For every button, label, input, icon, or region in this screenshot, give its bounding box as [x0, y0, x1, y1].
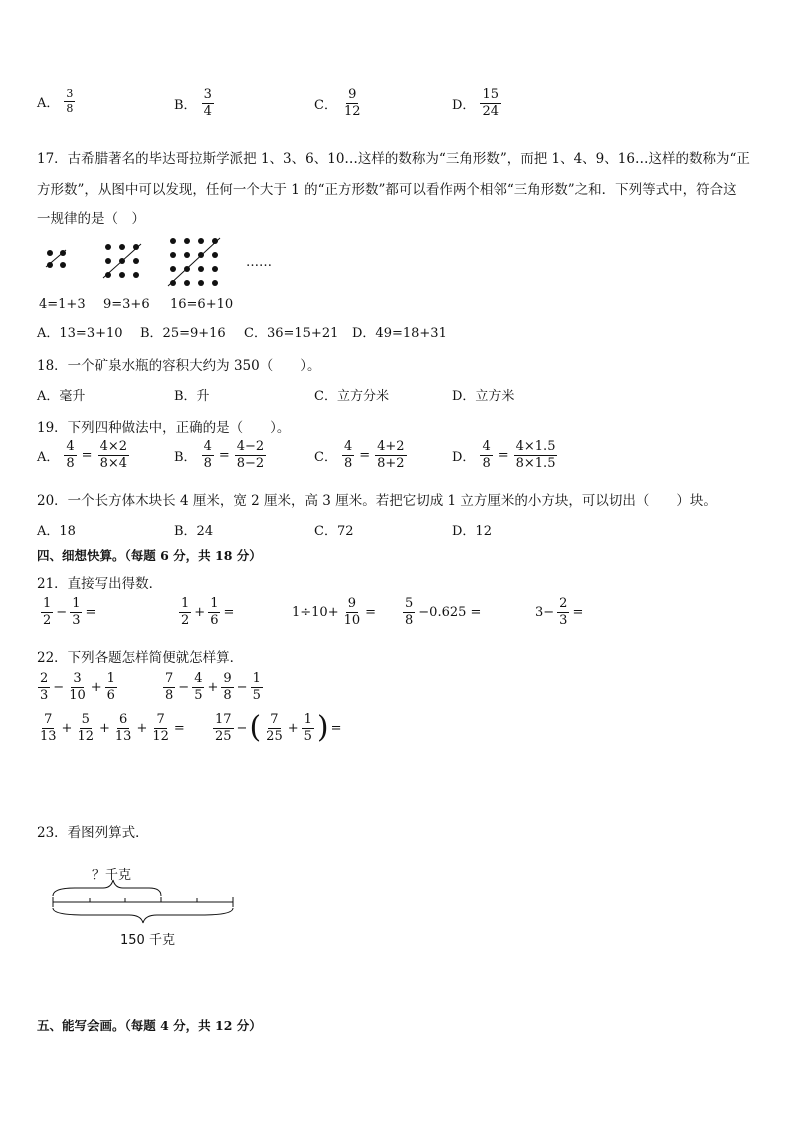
numerator: 1 — [43, 596, 52, 611]
fraction — [113, 713, 134, 743]
left-paren: ( — [249, 710, 262, 746]
denominator: 3 — [72, 612, 81, 628]
numerator: 7 — [156, 712, 165, 727]
q16-option-a[interactable] — [37, 88, 76, 114]
q17-caption-4: 4=1+3 — [39, 297, 86, 312]
denominator: 3 — [40, 687, 49, 703]
q21-expression-5 — [535, 597, 583, 627]
option-label: C． — [314, 449, 337, 465]
equals-sign: = — [81, 447, 93, 463]
numerator: 7 — [165, 671, 174, 686]
numerator: 9 — [347, 596, 357, 611]
dot-figure-4 — [46, 250, 66, 268]
denominator: 6 — [106, 687, 115, 703]
q22-expression-3 — [37, 713, 185, 743]
q20-option-b[interactable]: B．24 — [174, 524, 214, 539]
fraction — [208, 597, 220, 627]
q20-stem: 20．一个长方体木块长 4 厘米，宽 2 厘米，高 3 厘米。若把它切成 1 立方厘米的小方块，可以切出（ ）块。 — [37, 493, 717, 509]
numerator: 17 — [215, 712, 232, 727]
equals-sign: = — [359, 447, 371, 463]
numerator: 9 — [348, 87, 357, 102]
equals-sign: = — [218, 447, 230, 463]
fraction — [179, 597, 191, 627]
denominator: 2 — [43, 612, 52, 628]
fraction — [342, 597, 363, 627]
dot-figure-16 — [168, 238, 220, 286]
numerator: 1 — [106, 671, 115, 686]
equals-sign: = — [330, 720, 342, 736]
expression-prefix: 3− — [535, 604, 555, 620]
q21-stem: 21．直接写出得数． — [37, 576, 163, 592]
operator: + — [61, 720, 73, 736]
q19-option-b[interactable] — [174, 440, 267, 470]
fraction — [403, 597, 415, 627]
denominator: 8 — [203, 455, 212, 471]
operator: − — [236, 720, 248, 736]
operator: + — [287, 720, 299, 736]
numerator: 4×2 — [99, 439, 128, 454]
q17-stem-line2: 方形数”，从图中可以发现，任何一个大于 1 的“正方形数”都可以看作两个相邻“三角形数”之和．下列等式中，符合这 — [37, 182, 737, 198]
fraction — [64, 88, 75, 114]
q18-stem: 18．一个矿泉水瓶的容积大约为 350（ ）。 — [37, 358, 321, 374]
dot-figure-9 — [103, 244, 141, 278]
q22-expression-2 — [162, 672, 264, 702]
option-label: A． — [37, 95, 60, 111]
q16-option-d[interactable] — [452, 88, 502, 118]
section-5-title: 五、能写会画。（每题 4 分，共 12 分） — [37, 1018, 262, 1033]
q17-stem-line3: 一规律的是（ ） — [37, 211, 145, 227]
fraction — [221, 672, 233, 702]
numerator: 4−2 — [236, 439, 265, 454]
denominator: 5 — [252, 687, 261, 703]
numerator: 6 — [119, 712, 128, 727]
denominator: 10 — [69, 687, 86, 703]
fraction — [163, 672, 175, 702]
fraction — [64, 440, 76, 470]
equals-sign: = — [572, 604, 584, 620]
numerator: 1 — [181, 596, 190, 611]
q22-expression-4 — [212, 710, 342, 746]
q17-ellipsis: …… — [246, 255, 272, 270]
q17-caption-9: 9=3+6 — [103, 297, 150, 312]
q19-option-a[interactable] — [37, 440, 130, 470]
denominator: 5 — [194, 687, 203, 703]
numerator: 7 — [270, 712, 279, 727]
denominator: 12 — [77, 728, 94, 744]
denominator: 6 — [210, 612, 219, 628]
numerator: 4 — [482, 439, 491, 454]
equals-sign: = — [365, 604, 377, 620]
q18-option-b[interactable]: B．升 — [174, 389, 210, 404]
numerator: 9 — [223, 671, 232, 686]
denominator: 8×1.5 — [515, 455, 556, 471]
q21-expression-2 — [178, 597, 234, 627]
option-label: B． — [174, 449, 197, 465]
denominator: 25 — [266, 728, 283, 744]
q23-line-diagram — [45, 878, 245, 926]
q17-option-c[interactable]: C．36=15+21 — [244, 326, 339, 341]
numerator: 2 — [40, 671, 49, 686]
q18-option-d[interactable]: D．立方米 — [452, 389, 515, 404]
denominator: 8+2 — [377, 455, 405, 471]
fraction — [38, 713, 59, 743]
denominator: 2 — [181, 612, 190, 628]
q21-expression-1 — [40, 597, 96, 627]
denominator: 8 — [165, 687, 174, 703]
q23-stem: 23．看图列算式． — [37, 825, 149, 841]
q17-caption-16: 16=6+10 — [170, 297, 234, 312]
denominator: 8 — [66, 455, 75, 471]
bottom-brace — [53, 908, 233, 923]
numerator: 4×1.5 — [515, 439, 556, 454]
denominator: 8−2 — [236, 455, 265, 471]
option-label: D． — [452, 449, 476, 465]
numerator: 5 — [405, 596, 414, 611]
denominator: 8 — [405, 612, 414, 628]
fraction — [98, 440, 129, 470]
denominator: 13 — [114, 728, 132, 744]
equals-sign: = — [223, 604, 235, 620]
q17-dot-figures — [40, 235, 280, 290]
expression-prefix: 1÷10+ — [292, 604, 339, 620]
operator: + — [207, 679, 219, 695]
fraction — [480, 88, 501, 118]
fraction — [375, 440, 406, 470]
q23-bottom-label: 150 千克 — [120, 933, 175, 948]
q17-stem-line1: 17．古希腊著名的毕达哥拉斯学派把 1、3、6、10…这样的数称为“三角形数”，而把 1、4、9、16…这样的数称为“正 — [37, 151, 750, 167]
fraction — [213, 713, 234, 743]
q17-option-a[interactable]: A．13=3+10 — [37, 326, 123, 341]
numerator: 4 — [343, 439, 353, 454]
q22-expression-1 — [37, 672, 118, 702]
denominator: 3 — [559, 612, 568, 628]
numerator: 3 — [73, 671, 82, 686]
equals-sign: = — [497, 447, 509, 463]
q17-option-b[interactable]: B．25=9+16 — [140, 326, 226, 341]
numerator: 4+2 — [377, 439, 405, 454]
fraction — [150, 713, 171, 743]
operator: + — [90, 679, 102, 695]
q20-option-c[interactable]: C．72 — [314, 524, 354, 539]
denominator: 5 — [303, 728, 312, 744]
denominator: 12 — [152, 728, 169, 744]
operator: − — [236, 679, 248, 695]
denominator: 13 — [40, 728, 57, 744]
fraction — [302, 713, 314, 743]
expression-suffix: −0.625 = — [418, 604, 482, 620]
q16-option-b[interactable] — [174, 88, 215, 118]
numerator: 1 — [210, 596, 219, 611]
fraction — [70, 597, 82, 627]
denominator: 25 — [215, 728, 232, 744]
numerator: 15 — [482, 87, 499, 102]
equals-sign: = — [85, 604, 97, 620]
numerator: 1 — [72, 596, 81, 611]
fraction — [38, 672, 50, 702]
numerator: 4 — [66, 439, 75, 454]
operator: − — [53, 679, 65, 695]
q19-stem: 19．下列四种做法中，正确的是（ ）。 — [37, 420, 291, 436]
numerator: 4 — [203, 439, 212, 454]
denominator: 24 — [482, 103, 499, 119]
q20-option-d[interactable]: D．12 — [452, 524, 492, 539]
fraction — [105, 672, 117, 702]
q19-option-d[interactable] — [452, 440, 558, 470]
fraction — [41, 597, 53, 627]
fraction — [75, 713, 96, 743]
denominator: 8 — [66, 101, 74, 115]
denominator: 4 — [203, 103, 212, 119]
fraction — [235, 440, 266, 470]
denominator: 8 — [223, 687, 232, 703]
fraction — [480, 440, 492, 470]
denominator: 8 — [482, 455, 491, 471]
numerator: 3 — [66, 87, 74, 100]
option-label: D． — [452, 97, 476, 113]
numerator: 4 — [194, 671, 203, 686]
operator: + — [136, 720, 148, 736]
fraction — [557, 597, 569, 627]
operator: − — [56, 604, 68, 620]
equals-sign: = — [173, 720, 185, 736]
operator: + — [99, 720, 110, 736]
numerator: 1 — [303, 712, 312, 727]
denominator: 10 — [343, 612, 361, 628]
q18-option-c[interactable]: C．立方分米 — [314, 389, 389, 404]
fraction — [202, 88, 214, 118]
q20-option-a[interactable]: A．18 — [37, 524, 76, 539]
numerator: 5 — [81, 712, 90, 727]
operator: + — [194, 604, 206, 620]
q18-option-a[interactable]: A．毫升 — [37, 389, 86, 404]
q19-option-c[interactable] — [314, 440, 408, 470]
numerator: 1 — [252, 671, 261, 686]
fraction — [514, 440, 558, 470]
operator: − — [178, 679, 190, 695]
denominator: 8 — [343, 455, 353, 471]
q23-top-label: ？千克 — [92, 868, 132, 883]
numerator: 2 — [559, 596, 568, 611]
q16-option-c[interactable] — [314, 88, 364, 118]
fraction — [264, 713, 285, 743]
numerator: 3 — [203, 87, 212, 102]
top-brace — [53, 880, 161, 896]
fraction — [202, 440, 214, 470]
section-4-title: 四、细想快算。（每题 6 分，共 18 分） — [37, 548, 262, 563]
fraction — [342, 440, 354, 470]
fraction — [251, 672, 263, 702]
option-label: A． — [37, 449, 60, 465]
option-label: B． — [174, 97, 197, 113]
q17-option-d[interactable]: D．49=18+31 — [352, 326, 447, 341]
fraction — [67, 672, 88, 702]
q22-stem: 22．下列各题怎样简便就怎样算． — [37, 650, 244, 666]
numerator: 7 — [44, 712, 53, 727]
fraction — [342, 88, 363, 118]
denominator: 12 — [343, 103, 361, 119]
fraction — [192, 672, 204, 702]
q21-expression-4 — [402, 597, 481, 627]
q21-expression-3 — [292, 597, 376, 627]
right-paren: ) — [316, 710, 329, 746]
denominator: 8×4 — [99, 455, 128, 471]
option-label: C． — [314, 97, 337, 113]
